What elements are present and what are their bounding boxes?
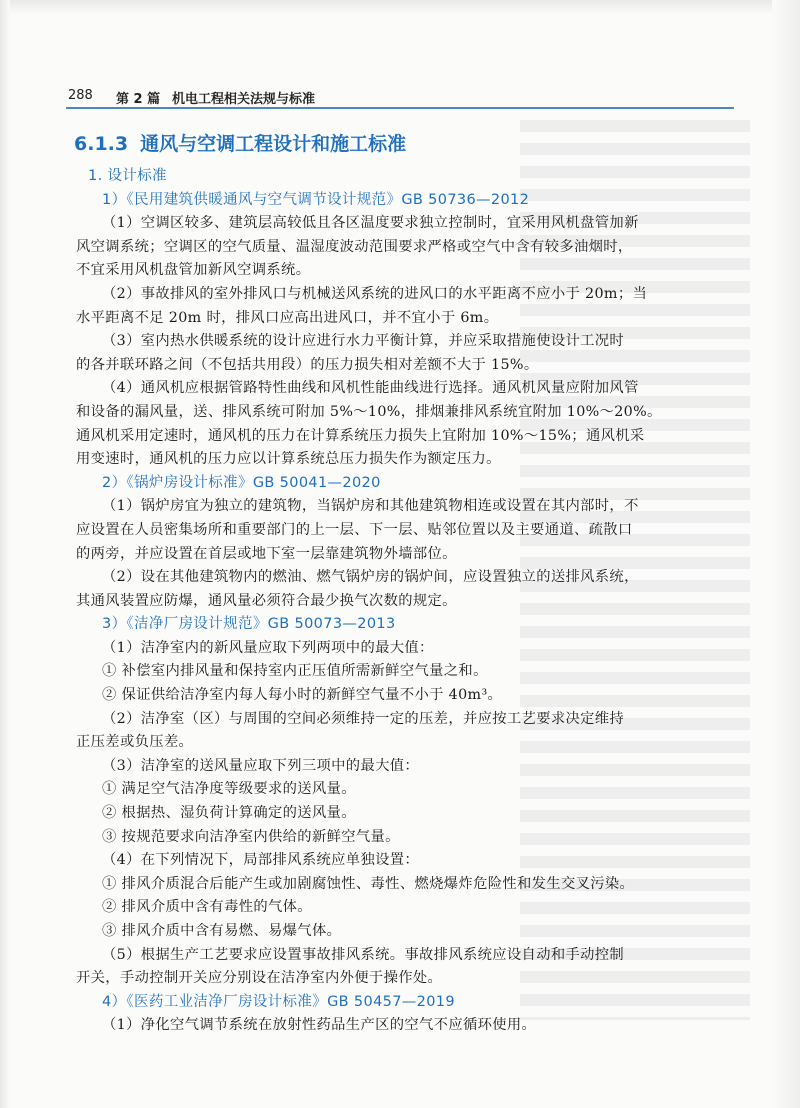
paragraph-line: （2）事故排风的室外排风口与机械送风系统的进风口的水平距离不应小于 20m；当 [102,285,648,302]
paragraph-line: （4）在下列情况下，局部排风系统应单独设置： [102,852,420,869]
standard-heading: 3）《洁净厂房设计规范》GB 50073—2013 [102,616,396,633]
paragraph-line: （2）设在其他建筑物内的燃油、燃气锅炉房的锅炉间，应设置独立的送排风系统， [102,569,639,586]
paragraph-line: （3）室内热水供暖系统的设计应进行水力平衡计算，并应采取措施使设计工况时 [102,333,625,350]
scan-top-edge [0,0,800,14]
part-label: 第 2 篇 [116,92,161,107]
paragraph-line: 和设备的漏风量，送、排风系统可附加 5%～10%，排烟兼排风系统宜附加 10%～20%。 [76,403,662,420]
running-header [66,86,734,108]
paragraph-line: （4）通风机应根据管路特性曲线和风机性能曲线进行选择。通风机风量应附加风管 [102,380,639,397]
paragraph-line: （3）洁净室的送风量应取下列三项中的最大值： [102,757,420,774]
list-item: ② 保证供给洁净室内每人每小时的新鲜空气量不小于 40m³。 [102,687,503,704]
paragraph-line: 不宜采用风机盘管加新风空调系统。 [76,262,311,279]
list-item: ① 排风介质混合后能产生或加剧腐蚀性、毒性、燃烧爆炸危险性和发生交叉污染。 [102,875,635,892]
standard-heading: 1）《民用建筑供暖通风与空气调节设计规范》GB 50736—2012 [102,191,530,208]
part-title: 机电工程相关法规与标准 [172,92,316,107]
paragraph-line: 风空调系统；空调区的空气质量、温湿度波动范围要求严格或空气中含有较多油烟时， [76,238,633,255]
section-number: 6.1.3 [74,133,129,155]
paragraph-line: 用变速时，通风机的压力应以计算系统总压力损失作为额定压力。 [76,451,501,468]
paragraph-line: 的各并联环路之间（不包括共用段）的压力损失相对差额不大于 15%。 [76,356,539,373]
section-title: 通风与空调工程设计和施工标准 [140,133,407,155]
paragraph-line: （1）锅炉房宜为独立的建筑物，当锅炉房和其他建筑物相连或设置在其内部时，不 [102,498,639,515]
header-rule [66,107,734,109]
paragraph-line: （5）根据生产工艺要求应设置事故排风系统。事故排风系统应设自动和手动控制 [102,946,625,963]
paragraph-line: （1）空调区较多、建筑层高较低且各区温度要求独立控制时，宜采用风机盘管加新 [102,215,639,232]
paragraph-line: （1）洁净室内的新风量应取下列两项中的最大值： [102,639,434,656]
list-item: ① 补偿室内排风量和保持室内正压值所需新鲜空气量之和。 [102,663,488,680]
list-item: ③ 排风介质中含有易燃、易爆气体。 [102,923,342,939]
subsection-heading: 1. 设计标准 [88,168,167,184]
list-item: ② 排风介质中含有毒性的气体。 [102,899,312,916]
list-item: ① 满足空气洁净度等级要求的送风量。 [102,781,356,798]
section-heading [74,129,406,156]
standard-heading: 4）《医药工业洁净厂房设计标准》GB 50457—2019 [102,993,455,1010]
scan-left-edge [0,0,10,1108]
page-number: 288 [68,88,93,103]
paragraph-line: 正压差或负压差。 [76,734,194,751]
list-item: ② 根据热、湿负荷计算确定的送风量。 [102,805,356,822]
scan-right-edge [772,0,800,1108]
paragraph-line: 水平距离不足 20m 时，排风口应高出进风口，并不宜小于 6m。 [76,309,499,326]
paragraph-line: （1）净化空气调节系统在放射性药品生产区的空气不应循环使用。 [102,1017,537,1034]
paragraph-line: （2）洁净室（区）与周围的空间必须维持一定的压差，并应按工艺要求决定维持 [102,710,625,727]
paragraph-line: 应设置在人员密集场所和重要部门的上一层、下一层、贴邻位置以及主要通道、疏散口 [76,521,633,538]
paragraph-line: 的两旁，并应设置在首层或地下室一层靠建筑物外墙部位。 [76,545,457,562]
list-item: ③ 按规范要求向洁净室内供给的新鲜空气量。 [102,828,400,845]
body-text [76,165,726,1038]
standard-heading: 2）《锅炉房设计标准》GB 50041—2020 [102,474,381,491]
paragraph-line: 开关，手动控制开关应分别设在洁净室内外便于操作处。 [76,970,443,987]
paragraph-line: 其通风装置应防爆，通风量必须符合最少换气次数的规定。 [76,592,457,609]
paragraph-line: 通风机采用定速时，通风机的压力在计算系统压力损失上宜附加 10%～15%；通风机采 [76,427,645,444]
